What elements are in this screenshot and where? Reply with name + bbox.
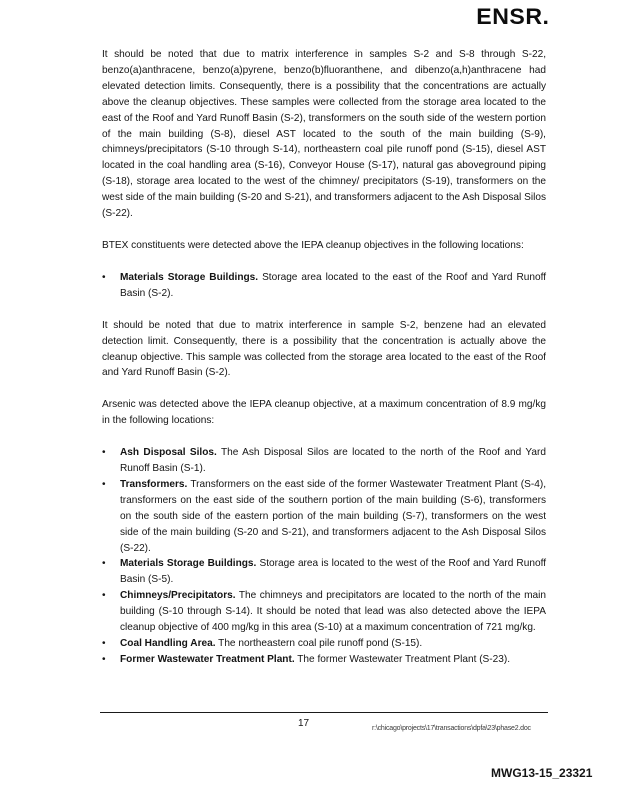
- list-item: [102, 652, 546, 668]
- bullet-icon: •: [102, 478, 106, 490]
- list-item-term: Coal Handling Area.: [120, 638, 216, 649]
- list-item-text: The chimneys and precipitators are located to the north of the main building (S-10 through S-14). It should be noted that lead was also detected above the IEPA cleanup objective of 400 mg/kg in this area (S-10) at a maximum concentration of 721 mg/kg.: [120, 590, 546, 634]
- list-item: [102, 445, 546, 477]
- paragraph-gap: [102, 381, 546, 397]
- list-item: [102, 588, 546, 636]
- bullet-icon: •: [102, 447, 106, 459]
- paragraph-arsenic-intro: Arsenic was detected above the IEPA cleanup objective, at a maximum concentration of 8.9 mg/kg in the following locations:: [102, 399, 546, 427]
- paragraph-gap: [102, 302, 546, 318]
- list-item-text: The former Wastewater Treatment Plant (S-23).: [294, 653, 511, 665]
- document-id: MWG13-15_23321: [491, 766, 593, 780]
- list-item: [102, 270, 546, 302]
- page-number: 17: [298, 718, 310, 729]
- bullet-icon: •: [102, 590, 106, 602]
- bullet-icon: •: [102, 653, 106, 665]
- list-item-term: Former Wastewater Treatment Plant.: [120, 653, 295, 665]
- list-item: [102, 636, 546, 652]
- list-item-term: Transformers.: [120, 478, 188, 490]
- bullet-icon: •: [102, 558, 106, 570]
- page-body: [102, 47, 546, 668]
- list-item-text: The northeastern coal pile runoff pond (S-15).: [215, 638, 423, 649]
- paragraph-btex-intro: BTEX constituents were detected above the IEPA cleanup objectives in the following locations:: [102, 239, 524, 251]
- list-item-term: Chimneys/Precipitators.: [120, 590, 236, 602]
- company-logo: ENSR.: [476, 4, 550, 29]
- list-item-text: Transformers on the east side of the former Wastewater Treatment Plant (S-4), transformers on the east side of the southern portion of the main building (S-6), transformers on the south side of the eastern portion of the main building (S-7), transformers on the west side of the main building (S-20 and S-21), and transformers adjacent to the Ash Disposal Silos (S-22).: [120, 478, 546, 554]
- paragraph-gap: [102, 222, 546, 238]
- list-item-term: Materials Storage Buildings.: [120, 271, 259, 283]
- paragraph-gap: [102, 254, 546, 270]
- footer-divider: [100, 712, 548, 713]
- paragraph-matrix-interference-benzene: It should be noted that due to matrix interference in sample S-2, benzene had an elevated detection limit. Consequently, there is a possibility that the concentration is actually above the cleanup objective. This sample was collected from the storage area located to the east of the Roof and Yard Runoff Basin (S-2).: [102, 319, 546, 379]
- file-path: r:\chicago\projects\17\transactions\dpfa\23\phase2.doc: [372, 725, 531, 732]
- paragraph-gap: [102, 429, 546, 445]
- list-item-term: Ash Disposal Silos.: [120, 447, 217, 459]
- list-item-text: Storage area is located to the west of the Roof and Yard Runoff Basin (S-5).: [120, 558, 546, 586]
- paragraph-matrix-interference-pah: It should be noted that due to matrix interference in samples S-2 and S-8 through S-22, benzo(a)anthracene, benzo(a)pyrene, benzo(b)fluoranthene, and dibenzo(a,h)anthracene had elevated detection limits. Consequently, there is a possibility that the concentrations are actually above the cleanup objectives. These samples were collected from the storage area located to the east of the Roof and Yard Runoff Basin (S-2), transformers on the south side of the western portion of the main building (S-8), diesel AST located to the south of the main building (S-9), chimneys/precipitators (S-10 through S-14), northeastern coal pile runoff pond (S-15), diesel AST located in the coal handling area (S-16), Conveyor House (S-17), natural gas aboveground piping (S-18), storage area located to the west of the chimney/ precipitators (S-19), transformers on the west side of the main building (S-20 and S-21), and transformers adjacent to the Ash Disposal Silos (S-22).: [102, 49, 546, 220]
- arsenic-location-list: [102, 445, 546, 668]
- list-item: [102, 477, 546, 557]
- btex-location-list: [102, 270, 546, 302]
- list-item-text: The Ash Disposal Silos are located to the north of the Roof and Yard Runoff Basin (S-1).: [120, 447, 546, 475]
- list-item-term: Materials Storage Buildings.: [120, 558, 257, 570]
- bullet-icon: •: [102, 271, 106, 283]
- bullet-icon: •: [102, 638, 106, 649]
- list-item: [102, 556, 546, 588]
- list-item-text: Storage area located to the east of the Roof and Yard Runoff Basin (S-2).: [120, 271, 547, 299]
